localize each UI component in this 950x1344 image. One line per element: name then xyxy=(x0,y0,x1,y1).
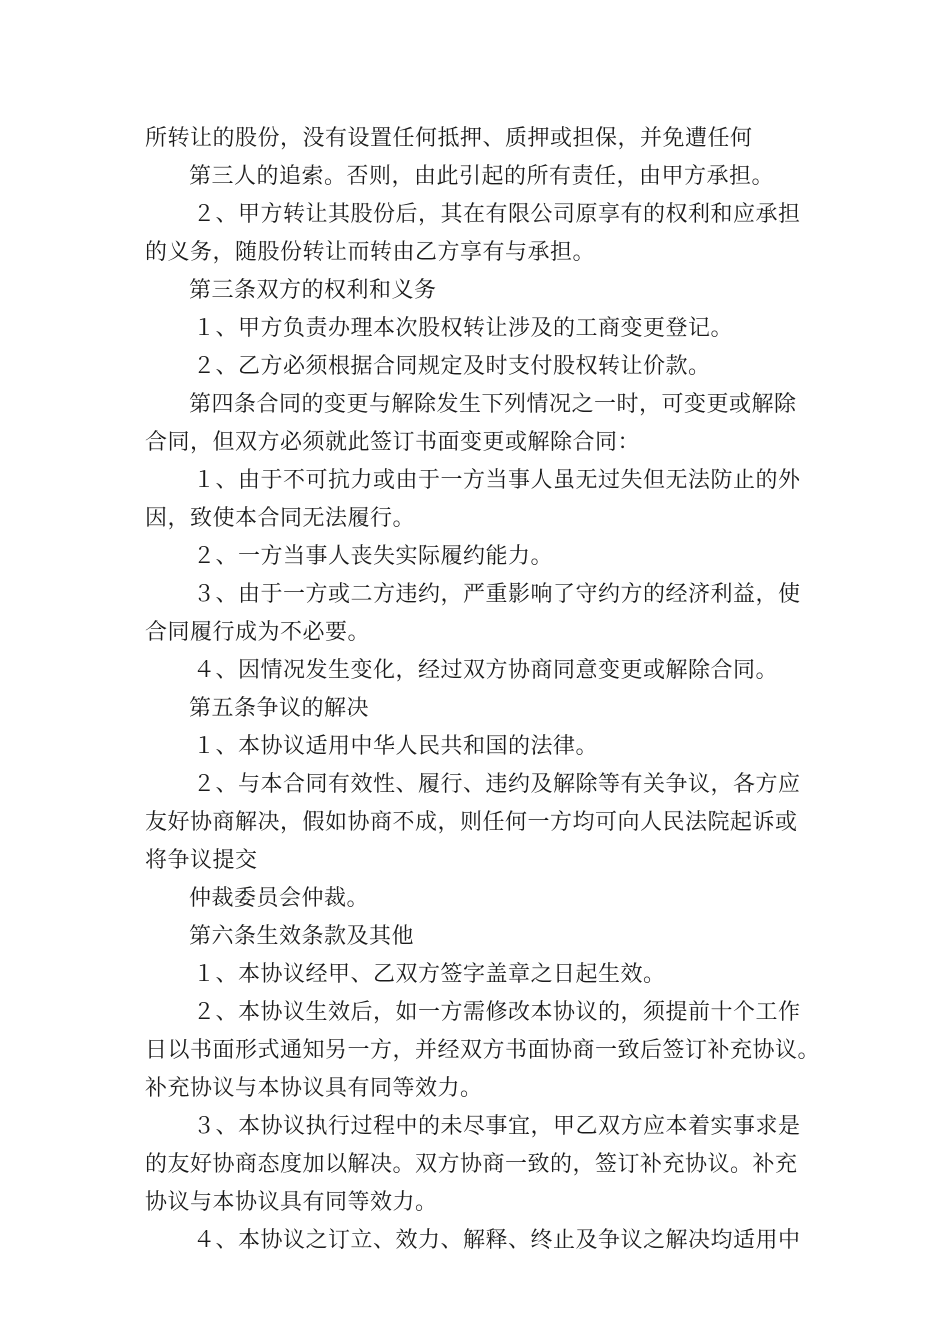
article-heading: 第三条双方的权利和义务 xyxy=(189,278,437,303)
text-line: 将争议提交 xyxy=(145,848,258,873)
text-line: １、由于不可抗力或由于一方当事人虽无过失但无法防止的外 xyxy=(193,468,801,493)
text-line: 合同，但双方必须就此签订书面变更或解除合同： xyxy=(145,430,641,455)
text-line: ４、因情况发生变化，经过双方协商同意变更或解除合同。 xyxy=(193,658,779,683)
text-line: ２、本协议生效后，如一方需修改本协议的，须提前十个工作 xyxy=(193,1000,801,1025)
text-line: ２、一方当事人丧失实际履约能力。 xyxy=(193,544,554,569)
text-line: 第三人的追索。否则，由此引起的所有责任，由甲方承担。 xyxy=(189,164,775,189)
text-line: ２、与本合同有效性、履行、违约及解除等有关争议，各方应 xyxy=(193,772,801,797)
text-line: ３、本协议执行过程中的未尽事宜，甲乙双方应本着实事求是 xyxy=(193,1114,801,1139)
text-line: 日以书面形式通知另一方，并经双方书面协商一致后签订补充协议。 xyxy=(145,1038,821,1063)
text-line: 协议与本协议具有同等效力。 xyxy=(145,1190,438,1215)
text-line: 友好协商解决，假如协商不成，则任何一方均可向人民法院起诉或 xyxy=(145,810,798,835)
text-line: ３、由于一方或二方违约，严重影响了守约方的经济利益，使 xyxy=(193,582,801,607)
text-line: 仲裁委员会仲裁。 xyxy=(189,886,370,911)
text-line: １、本协议经甲、乙双方签字盖章之日起生效。 xyxy=(193,962,666,987)
text-line: １、甲方负责办理本次股权转让涉及的工商变更登记。 xyxy=(193,316,734,341)
text-line: ２、甲方转让其股份后，其在有限公司原享有的权利和应承担 xyxy=(193,202,801,227)
text-line: 补充协议与本协议具有同等效力。 xyxy=(145,1076,483,1101)
text-line: 的义务，随股份转让而转由乙方享有与承担。 xyxy=(145,240,596,265)
text-line: 的友好协商态度加以解决。双方协商一致的，签订补充协议。补充 xyxy=(145,1152,798,1177)
text-line: 因，致使本合同无法履行。 xyxy=(145,506,416,531)
article-heading: 第五条争议的解决 xyxy=(189,696,370,721)
document-body xyxy=(145,120,825,1260)
text-line: 所转让的股份，没有设置任何抵押、质押或担保，并免遭任何 xyxy=(145,126,753,151)
text-line: ４、本协议之订立、效力、解释、终止及争议之解决均适用中 xyxy=(193,1228,801,1253)
article-heading: 第四条合同的变更与解除发生下列情况之一时，可变更或解除 xyxy=(189,392,797,417)
article-heading: 第六条生效条款及其他 xyxy=(189,924,415,949)
text-line: １、本协议适用中华人民共和国的法律。 xyxy=(193,734,599,759)
text-line: 合同履行成为不必要。 xyxy=(145,620,371,645)
text-line: ２、乙方必须根据合同规定及时支付股权转让价款。 xyxy=(193,354,711,379)
